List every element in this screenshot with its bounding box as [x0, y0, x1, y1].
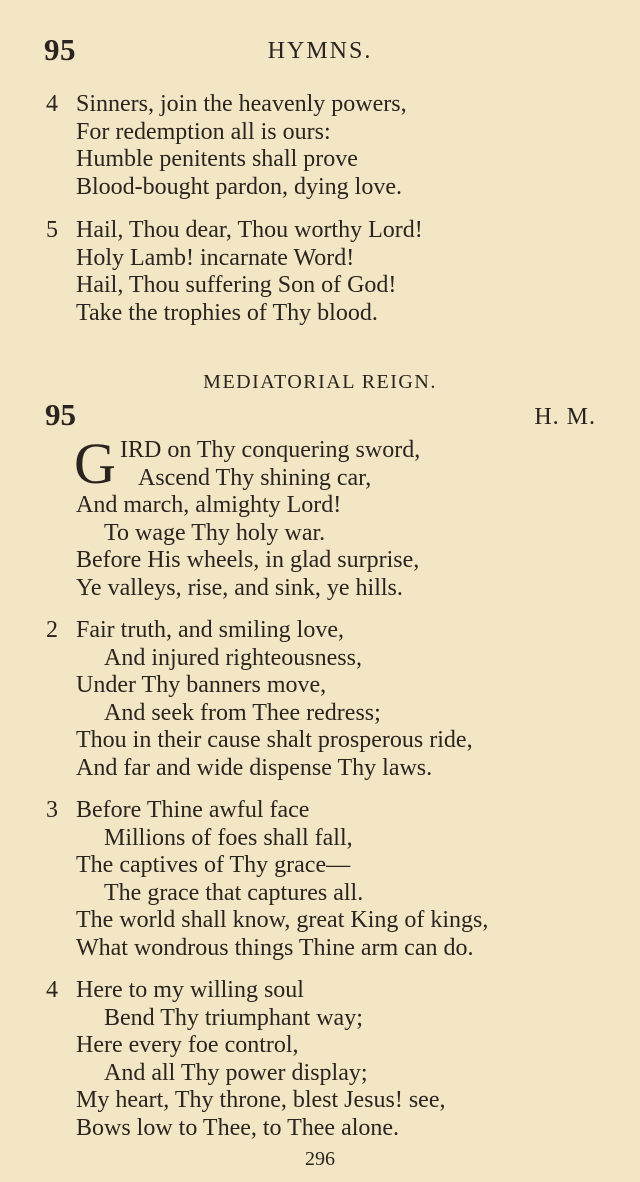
verse-line: And injured righteousness, [104, 644, 362, 671]
verse-line: Hail, Thou dear, Thou worthy Lord! [76, 217, 423, 243]
hymn-verse-4 [0, 977, 640, 1143]
verse-number: 3 [46, 797, 58, 823]
verse-line: Here to my willing soul [76, 977, 304, 1003]
verse-line: Thou in their cause shalt prosperous ride, [76, 727, 473, 754]
verse-line: Ascend Thy shining car, [138, 464, 372, 491]
verse-line: Bend Thy triumphant way; [104, 1004, 363, 1031]
verse-line: Under Thy banners move, [76, 672, 327, 699]
verse-line: Humble penitents shall prove [76, 146, 358, 173]
prev-verse-5 [0, 217, 640, 327]
verse-line: Before His wheels, in glad surprise, [76, 547, 420, 574]
verse-line: Hail, Thou suffering Son of God! [76, 272, 397, 299]
hymn-meter: H. M. [534, 404, 596, 430]
verse-line: Holy Lamb! incarnate Word! [76, 244, 355, 271]
verse-number: 2 [46, 617, 58, 643]
verse-line: My heart, Thy throne, blest Jesus! see, [76, 1087, 446, 1114]
hymn-title: MEDIATORIAL REIGN. [203, 371, 437, 393]
verse-line: What wondrous things Thine arm can do. [76, 934, 474, 961]
verse-line: Sinners, join the heavenly powers, [76, 91, 407, 117]
verse-number: 4 [46, 977, 58, 1003]
verse-line: Take the trophies of Thy blood. [76, 299, 378, 326]
verse-line: And all Thy power display; [104, 1059, 368, 1086]
verse-line: Blood-bought pardon, dying love. [76, 173, 402, 200]
prev-verse-4 [0, 91, 640, 201]
hymn-verse-1 [0, 437, 640, 603]
hymn-number: 95 [45, 397, 76, 432]
header-hymn-number: 95 [44, 32, 76, 67]
verse-line: To wage Thy holy war. [104, 519, 326, 546]
verse-line: Fair truth, and smiling love, [76, 617, 344, 643]
drop-cap-initial: G [74, 431, 116, 496]
verse-line: Millions of foes shall fall, [104, 824, 353, 851]
verse-line: The world shall know, great King of kings, [76, 907, 489, 934]
verse-line: For redemption all is ours: [76, 118, 331, 145]
verse-line: IRD on Thy conquering sword, [120, 437, 421, 463]
verse-line: The captives of Thy grace— [76, 852, 351, 879]
verse-line: The grace that captures all. [104, 879, 364, 906]
verse-line: And seek from Thee redress; [104, 699, 381, 726]
verse-line: Before Thine awful face [76, 797, 310, 823]
verse-line: Bows low to Thee, to Thee alone. [76, 1114, 400, 1141]
verse-line: And march, almighty Lord! [76, 492, 342, 519]
verse-number: 4 [46, 91, 58, 117]
verse-number: 5 [46, 217, 58, 243]
hymn-verse-2 [0, 617, 640, 783]
verse-line: And far and wide dispense Thy laws. [76, 754, 433, 781]
verse-line: Ye valleys, rise, and sink, ye hills. [76, 574, 403, 601]
verse-line: Here every foe control, [76, 1032, 299, 1059]
page-number: 296 [305, 1148, 335, 1170]
hymn-verse-3 [0, 797, 640, 963]
running-header-title: HYMNS. [267, 38, 373, 64]
